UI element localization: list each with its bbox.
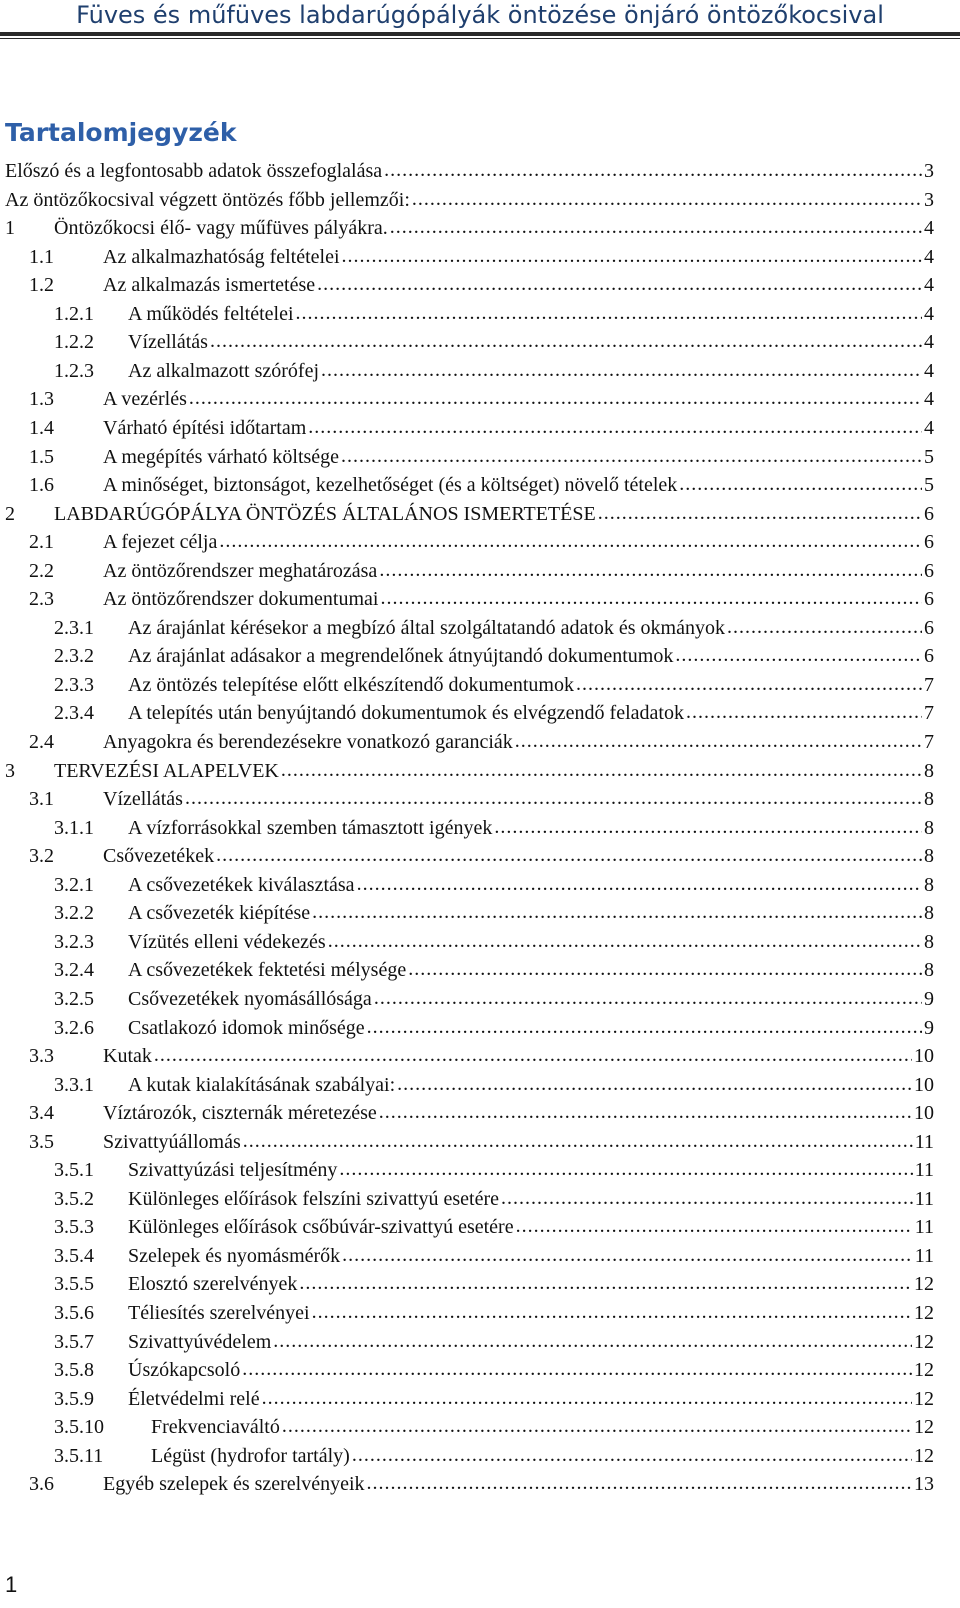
toc-entry-number: 3.5.6 <box>54 1302 94 1324</box>
dot-leader <box>281 756 922 784</box>
toc-entry[interactable] <box>29 1042 934 1070</box>
toc-entry-title: A csővezetékek fektetési mélysége <box>128 959 407 981</box>
toc-entry[interactable] <box>5 157 934 185</box>
toc-entry[interactable] <box>29 585 934 613</box>
toc-entry-title: Az alkalmazás ismertetése <box>103 274 316 296</box>
toc-entry[interactable] <box>54 1213 934 1241</box>
dot-leader <box>328 927 922 955</box>
toc-entry-number: 3.5.9 <box>54 1388 94 1410</box>
dot-leader <box>262 1384 912 1412</box>
toc-entry-number: 2.2 <box>29 560 54 582</box>
toc-entry[interactable] <box>54 1071 934 1099</box>
dot-leader <box>243 1127 913 1155</box>
toc-entry-page: 11 <box>914 1188 934 1210</box>
toc-entry-number: 3.2.2 <box>54 902 94 924</box>
dot-leader <box>515 727 922 755</box>
toc-entry-number: 3.2.1 <box>54 874 94 896</box>
toc-entry-page: 6 <box>924 645 934 667</box>
dot-leader <box>210 327 922 355</box>
toc-entry[interactable] <box>54 899 934 927</box>
dot-leader <box>352 1441 912 1469</box>
toc-entry[interactable] <box>29 528 934 556</box>
header-rule-thick <box>0 32 960 36</box>
toc-entry[interactable] <box>29 1128 934 1156</box>
dot-leader <box>242 1355 912 1383</box>
toc-entry-page: 8 <box>924 902 934 924</box>
toc-entry[interactable] <box>54 1270 934 1298</box>
toc-entry-title: A vízforrásokkal szemben támasztott igények <box>128 817 493 839</box>
toc-entry-page: 7 <box>924 731 934 753</box>
toc-entry-number: 3.5.7 <box>54 1331 94 1353</box>
dot-leader <box>216 841 922 869</box>
dot-leader <box>367 1469 912 1497</box>
toc-entry[interactable] <box>54 1242 934 1270</box>
toc-entry[interactable] <box>54 1328 934 1356</box>
dot-leader <box>299 1269 912 1297</box>
toc-entry[interactable] <box>29 471 934 499</box>
dot-leader <box>576 670 922 698</box>
dot-leader <box>321 356 922 384</box>
dot-leader <box>408 955 922 983</box>
toc-entry-title: Csatlakozó idomok minősége <box>128 1017 365 1039</box>
toc-entry[interactable] <box>29 271 934 299</box>
toc-entry-title: A megépítés várható költsége <box>103 446 340 468</box>
toc-entry-number: 1.3 <box>29 388 54 410</box>
toc-entry-title: Szelepek és nyomásmérők <box>128 1245 341 1267</box>
dot-leader <box>308 413 922 441</box>
toc-entry-title: Úszókapcsoló <box>128 1359 241 1381</box>
toc-entry[interactable] <box>29 443 934 471</box>
toc-entry-page: 4 <box>924 360 934 382</box>
toc-entry-title: Szivattyúzási teljesítmény <box>128 1159 338 1181</box>
toc-entry[interactable] <box>29 557 934 585</box>
toc-entry[interactable] <box>5 186 934 214</box>
toc-entry-title: Vízellátás <box>103 788 183 810</box>
toc-entry[interactable] <box>54 357 934 385</box>
toc-entry-page: 6 <box>924 617 934 639</box>
toc-entry-title: Szivattyúállomás <box>103 1131 241 1153</box>
toc-entry-page: 12 <box>914 1273 934 1295</box>
toc-entry-page: 10 <box>914 1074 934 1096</box>
toc-entry[interactable] <box>54 1014 934 1042</box>
toc-entry-page: 11 <box>914 1159 934 1181</box>
dot-leader <box>379 556 922 584</box>
toc-entry-title: Csővezetékek <box>103 845 215 867</box>
toc-entry-page: 10 <box>914 1102 934 1124</box>
toc-entry-page: 8 <box>924 817 934 839</box>
toc-entry[interactable] <box>54 956 934 984</box>
toc-entry-page: 8 <box>924 931 934 953</box>
toc-entry-page: 13 <box>914 1473 934 1495</box>
dot-leader <box>412 185 922 213</box>
toc-entry-page: 11 <box>914 1131 934 1153</box>
dot-leader <box>397 1070 912 1098</box>
toc-entry-number: 1.6 <box>29 474 54 496</box>
toc-entry-number: 3.4 <box>29 1102 54 1124</box>
toc-entry[interactable] <box>29 785 934 813</box>
toc-entry-number: 3.5.8 <box>54 1359 94 1381</box>
toc-entry-page: 8 <box>924 760 934 782</box>
toc-entry-number: 3.2.3 <box>54 931 94 953</box>
toc-entry-title: Csővezetékek nyomásállósága <box>128 988 372 1010</box>
toc-entry-page: 8 <box>924 845 934 867</box>
toc-entry-number: 3.5.10 <box>54 1416 104 1438</box>
dot-leader <box>312 898 922 926</box>
dot-leader <box>380 584 922 612</box>
toc-entry[interactable] <box>54 1185 934 1213</box>
toc-entry-page: 4 <box>924 417 934 439</box>
toc-entry-title: LABDARÚGÓPÁLYA ÖNTÖZÉS ÁLTALÁNOS ISMERTETÉSE <box>54 503 596 525</box>
toc-entry-title: A csővezetékek kiválasztása <box>128 874 355 896</box>
toc-entry-page: 8 <box>924 874 934 896</box>
toc-entry-number: 3.5.4 <box>54 1245 94 1267</box>
toc-entry-number: 3.5.2 <box>54 1188 94 1210</box>
toc-entry-number: 2.1 <box>29 531 54 553</box>
toc-entry-title: Különleges előírások csőbúvár-szivattyú esetére <box>128 1216 514 1238</box>
dot-leader <box>598 499 922 527</box>
dot-leader <box>154 1041 912 1069</box>
toc-entry-number: 3 <box>5 760 15 782</box>
dot-leader <box>494 813 922 841</box>
toc-entry-number: 3.2 <box>29 845 54 867</box>
dot-leader <box>516 1212 913 1240</box>
toc-entry-title: Az árajánlat kérésekor a megbízó által szolgáltatandó adatok és okmányok <box>128 617 725 639</box>
toc-entry-page: 4 <box>924 246 934 268</box>
toc-entry-page: 11 <box>914 1216 934 1238</box>
toc-entry-title: A telepítés után benyújtandó dokumentumok és elvégzendő feladatok <box>128 702 684 724</box>
dot-leader <box>501 1184 913 1212</box>
dot-leader <box>342 1241 913 1269</box>
toc-entry-title: Víztározók, ciszternák méretezése <box>103 1102 377 1124</box>
dot-leader <box>342 242 922 270</box>
header-rule-thin <box>0 38 960 39</box>
toc-entry-page: 5 <box>924 446 934 468</box>
toc-entry-number: 3.5 <box>29 1131 54 1153</box>
dot-leader <box>675 641 922 669</box>
document-title: Füves és műfüves labdarúgópályák öntözése önjáró öntözőkocsival <box>76 1 884 29</box>
toc-entry-page: 7 <box>924 702 934 724</box>
toc-entry-title: Várható építési időtartam <box>103 417 307 439</box>
toc-entry-title: TERVEZÉSI ALAPELVEK <box>54 760 279 782</box>
toc-entry-page: 12 <box>914 1388 934 1410</box>
toc-entry-page: 12 <box>914 1416 934 1438</box>
toc-entry-page: 11 <box>914 1245 934 1267</box>
toc-entry-title: Egyéb szelepek és szerelvényeik <box>103 1473 365 1495</box>
toc-entry-title: Kutak <box>103 1045 152 1067</box>
toc-entry-title: Anyagokra és berendezésekre vonatkozó garanciák <box>103 731 513 753</box>
toc-entry-number: 2.3.4 <box>54 702 94 724</box>
dot-leader <box>727 613 922 641</box>
dot-leader <box>312 1298 912 1326</box>
toc-entry-title: Az öntözés telepítése előtt elkészítendő dokumentumok <box>128 674 574 696</box>
toc-entry-page: 7 <box>924 674 934 696</box>
toc-entry[interactable] <box>54 1442 934 1470</box>
toc-entry[interactable] <box>5 214 934 242</box>
toc-entry-title: Öntözőkocsi élő- vagy műfüves pályákra. <box>54 217 388 239</box>
dot-leader <box>341 442 922 470</box>
toc-entry-number: 1.5 <box>29 446 54 468</box>
toc-entry-title: Téliesítés szerelvényei <box>128 1302 310 1324</box>
toc-entry[interactable] <box>54 814 934 842</box>
toc-entry[interactable] <box>29 243 934 271</box>
toc-entry[interactable] <box>54 1156 934 1184</box>
dot-leader <box>296 299 922 327</box>
toc-entry-page: 4 <box>924 388 934 410</box>
toc-entry-title: Vízütés elleni védekezés <box>128 931 326 953</box>
toc-entry-number: 3.5.1 <box>54 1159 94 1181</box>
toc-entry-number: 3.2.4 <box>54 959 94 981</box>
toc-entry-number: 3.1 <box>29 788 54 810</box>
dot-leader <box>339 1155 912 1183</box>
dot-leader <box>379 1098 912 1126</box>
toc-entry-page: 6 <box>924 588 934 610</box>
toc-entry-title: Az öntözőrendszer meghatározása <box>103 560 378 582</box>
toc-entry-title: Az öntözőkocsival végzett öntözés főbb jellemzői: <box>5 189 410 211</box>
dot-leader <box>384 156 922 184</box>
toc-entry[interactable] <box>29 1470 934 1498</box>
toc-entry-page: 6 <box>924 560 934 582</box>
toc-entry[interactable] <box>54 1385 934 1413</box>
toc-entry-page: 12 <box>914 1302 934 1324</box>
toc-entry[interactable] <box>5 500 934 528</box>
toc-entry-number: 3.5.3 <box>54 1216 94 1238</box>
toc-entry-number: 3.3 <box>29 1045 54 1067</box>
toc-entry-page: 12 <box>914 1445 934 1467</box>
toc-entry[interactable] <box>54 871 934 899</box>
toc-entry[interactable] <box>29 728 934 756</box>
toc-entry-title: Előszó és a legfontosabb adatok összefoglalása <box>5 160 383 182</box>
toc-entry-title: Az öntözőrendszer dokumentumai <box>103 588 379 610</box>
toc-entry[interactable] <box>54 699 934 727</box>
toc-entry[interactable] <box>54 1299 934 1327</box>
toc-entry[interactable] <box>29 1099 934 1127</box>
dot-leader <box>686 698 922 726</box>
toc-entry[interactable] <box>5 757 934 785</box>
toc-entry-number: 1.2.3 <box>54 360 94 382</box>
toc-entry-title: A vezérlés <box>103 388 187 410</box>
toc-entry-number: 1.2.2 <box>54 331 94 353</box>
toc-entry-number: 2.3.1 <box>54 617 94 639</box>
toc-entry[interactable] <box>54 328 934 356</box>
dot-leader <box>679 470 922 498</box>
toc-entry-title: A működés feltételei <box>128 303 294 325</box>
toc-entry-number: 2 <box>5 503 15 525</box>
toc-entry-title: A kutak kialakításának szabályai: <box>128 1074 396 1096</box>
toc-entry[interactable] <box>54 642 934 670</box>
toc-entry-title: Életvédelmi relé <box>128 1388 260 1410</box>
toc-entry[interactable] <box>54 928 934 956</box>
toc-entry[interactable] <box>54 985 934 1013</box>
toc-entry-number: 3.5.5 <box>54 1273 94 1295</box>
dot-leader <box>317 270 922 298</box>
toc-entry-title: Különleges előírások felszíni szivattyú esetére <box>128 1188 499 1210</box>
dot-leader <box>390 213 922 241</box>
toc-entry-page: 12 <box>914 1331 934 1353</box>
toc-entry-page: 4 <box>924 274 934 296</box>
toc-entry-number: 3.3.1 <box>54 1074 94 1096</box>
toc-entry-title: A fejezet célja <box>103 531 218 553</box>
toc-entry-page: 12 <box>914 1359 934 1381</box>
dot-leader <box>273 1327 912 1355</box>
toc-entry-title: Elosztó szerelvények <box>128 1273 298 1295</box>
toc-entry[interactable] <box>29 385 934 413</box>
toc-heading: Tartalomjegyzék <box>5 118 237 147</box>
toc-entry-page: 9 <box>924 988 934 1010</box>
toc-entry[interactable] <box>54 614 934 642</box>
toc-entry-page: 8 <box>924 788 934 810</box>
toc-entry-page: 3 <box>924 189 934 211</box>
toc-entry-number: 3.5.11 <box>54 1445 104 1467</box>
toc-entry-page: 6 <box>924 531 934 553</box>
toc-entry-page: 5 <box>924 474 934 496</box>
toc-entry-number: 2.3 <box>29 588 54 610</box>
dot-leader <box>189 384 922 412</box>
toc-entry-page: 4 <box>924 217 934 239</box>
toc-entry-title: Frekvenciaváltó <box>151 1416 280 1438</box>
toc-entry-page: 4 <box>924 331 934 353</box>
toc-entry[interactable] <box>29 842 934 870</box>
toc-entry-number: 1.2 <box>29 274 54 296</box>
toc-entry-number: 1.1 <box>29 246 54 268</box>
toc-entry-title: Az alkalmazott szórófej <box>128 360 320 382</box>
toc-entry[interactable] <box>29 414 934 442</box>
dot-leader <box>282 1412 912 1440</box>
page-number: 1 <box>5 1572 18 1597</box>
toc-entry[interactable] <box>54 1413 934 1441</box>
toc-entry-number: 1.2.1 <box>54 303 94 325</box>
toc-entry-number: 1 <box>5 217 15 239</box>
dot-leader <box>367 1013 922 1041</box>
dot-leader <box>219 527 922 555</box>
toc-entry-page: 8 <box>924 959 934 981</box>
toc-entry-page: 10 <box>914 1045 934 1067</box>
toc-entry[interactable] <box>54 671 934 699</box>
toc-entry-number: 2.3.2 <box>54 645 94 667</box>
toc-entry-number: 2.3.3 <box>54 674 94 696</box>
toc-entry-number: 3.2.6 <box>54 1017 94 1039</box>
toc-entry-number: 3.6 <box>29 1473 54 1495</box>
toc-entry-number: 3.2.5 <box>54 988 94 1010</box>
dot-leader <box>357 870 922 898</box>
toc-entry-title: A minőséget, biztonságot, kezelhetőséget (és a költséget) növelő tételek <box>103 474 678 496</box>
toc-entry-page: 3 <box>924 160 934 182</box>
dot-leader <box>185 784 922 812</box>
toc-entry-page: 4 <box>924 303 934 325</box>
toc-entry[interactable] <box>54 1356 934 1384</box>
toc-entry-title: Vízellátás <box>128 331 208 353</box>
toc-entry-title: Légüst (hydrofor tartály) <box>151 1445 350 1467</box>
toc-entry-title: Az árajánlat adásakor a megrendelőnek átnyújtandó dokumentumok <box>128 645 674 667</box>
dot-leader <box>374 984 922 1012</box>
toc-entry-number: 1.4 <box>29 417 54 439</box>
toc-entry-title: A csővezeték kiépítése <box>128 902 311 924</box>
toc-entry-page: 6 <box>924 503 934 525</box>
toc-entry-title: Szivattyúvédelem <box>128 1331 272 1353</box>
toc-entry-number: 2.4 <box>29 731 54 753</box>
toc-entry-page: 9 <box>924 1017 934 1039</box>
toc-entry[interactable] <box>54 300 934 328</box>
toc-entry-number: 3.1.1 <box>54 817 94 839</box>
toc-entry-title: Az alkalmazhatóság feltételei <box>103 246 340 268</box>
